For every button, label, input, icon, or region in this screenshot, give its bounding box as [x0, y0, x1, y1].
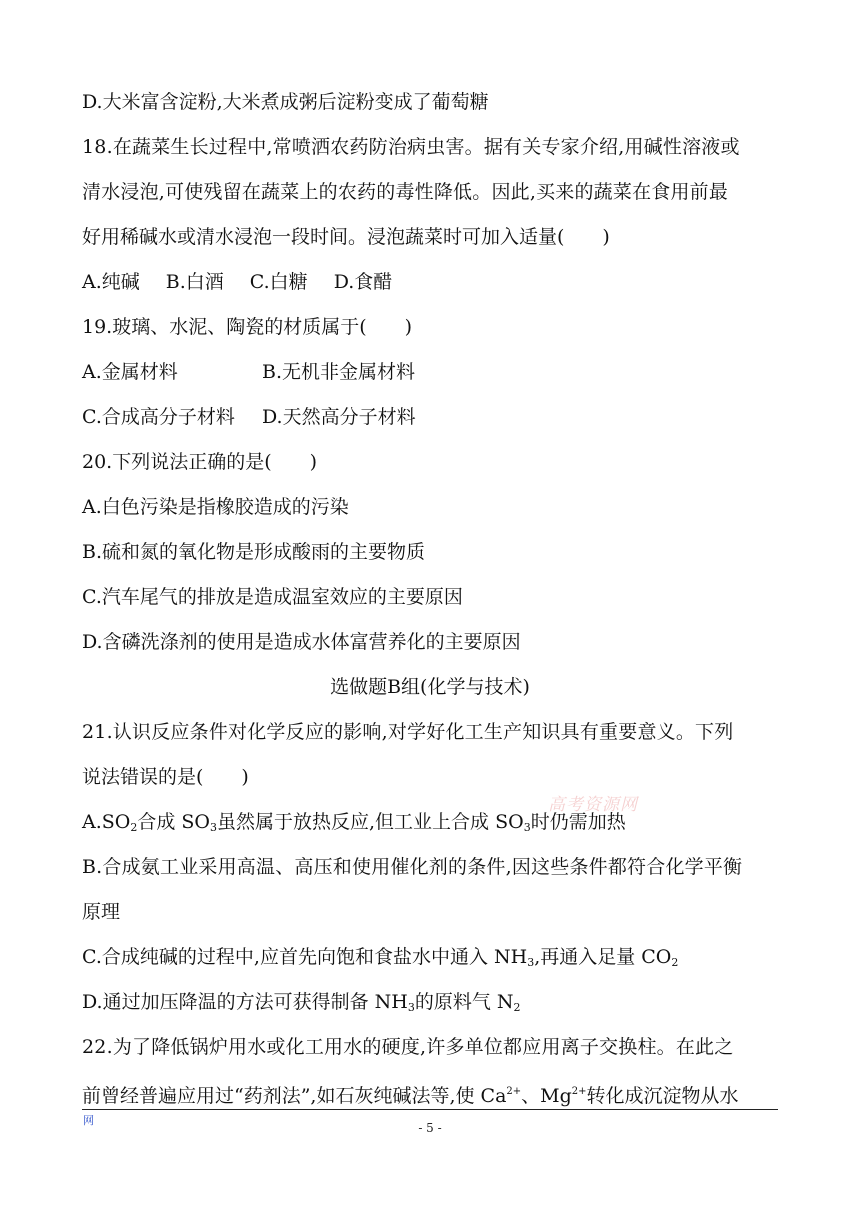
option-21c: C.合成纯碱的过程中,应首先向饱和食盐水中通入 $NH_3$,再通入足量 $CO_2$ — [82, 946, 679, 969]
option-18a: A.纯碱 — [82, 271, 140, 293]
option-20d: D.含磷洗涤剂的使用是造成水体富营养化的主要原因 — [82, 631, 521, 653]
page-number: - 5 - — [418, 1121, 442, 1135]
question-22-line-2: 前曾经普遍应用过“药剂法”,如石灰纯碱法等,使 $Ca^{2+}$、$Mg^{2+}$转化成沉淀物从水 — [82, 1085, 739, 1107]
option-18d: D.食醋 — [333, 271, 393, 293]
question-22-line-1: 22.为了降低锅炉用水或化工用水的硬度,许多单位都应用离子交换柱。在此之 — [82, 1036, 734, 1058]
option-20a: A.白色污染是指橡胶造成的污染 — [82, 496, 349, 518]
option-19a: A.金属材料 — [82, 361, 178, 383]
question-21-line-1: 21.认识反应条件对化学反应的影响,对学好化工生产知识具有重要意义。下列 — [82, 721, 734, 743]
watermark: 高考资源网 — [548, 795, 638, 815]
option-21b-line-1: B.合成氨工业采用高温、高压和使用催化剂的条件,因这些条件都符合化学平衡 — [82, 856, 743, 878]
option-19b: B.无机非金属材料 — [262, 361, 416, 383]
question-19-options-2 — [82, 405, 416, 429]
question-18-line-3: 好用稀碱水或清水浸泡一段时间。浸泡蔬菜时可加入适量( ) — [82, 226, 610, 248]
question-18-options — [82, 270, 392, 294]
option-19d: D.天然高分子材料 — [262, 406, 416, 428]
question-19-options-1 — [82, 360, 415, 384]
question-18-line-2: 清水浸泡,可使残留在蔬菜上的农药的毒性降低。因此,买来的蔬菜在食用前最 — [82, 181, 729, 203]
option-18c: C.白糖 — [249, 271, 308, 293]
option-18b: B.白酒 — [165, 271, 224, 293]
option-21d: D.通过加压降温的方法可获得制备 $NH_3$的原料气 $N_2$ — [82, 991, 521, 1014]
option-20c: C.汽车尾气的排放是造成温室效应的主要原因 — [82, 586, 463, 608]
question-19: 19.玻璃、水泥、陶瓷的材质属于( ) — [82, 316, 413, 338]
option-20b: B.硫和氮的氧化物是形成酸雨的主要物质 — [82, 541, 426, 563]
option-21b-line-2: 原理 — [82, 901, 121, 923]
question-20: 20.下列说法正确的是( ) — [82, 451, 318, 473]
footer-divider — [82, 1109, 778, 1110]
option-17d: D.大米富含淀粉,大米煮成粥后淀粉变成了葡萄糖 — [82, 91, 489, 113]
option-19c: C.合成高分子材料 — [82, 406, 235, 428]
question-21-line-2: 说法错误的是( ) — [82, 766, 249, 788]
option-21a: $A.SO_2$合成 $SO_3$虽然属于放热反应,但工业上合成 $SO_3$时仍需加热 — [82, 811, 626, 834]
question-18-line-1: 18.在蔬菜生长过程中,常喷洒农药防治病虫害。据有关专家介绍,用碱性溶液或 — [82, 136, 740, 158]
section-heading: 选做题B组(化学与技术) — [330, 676, 530, 698]
footer-link[interactable]: 网 — [83, 1114, 94, 1127]
